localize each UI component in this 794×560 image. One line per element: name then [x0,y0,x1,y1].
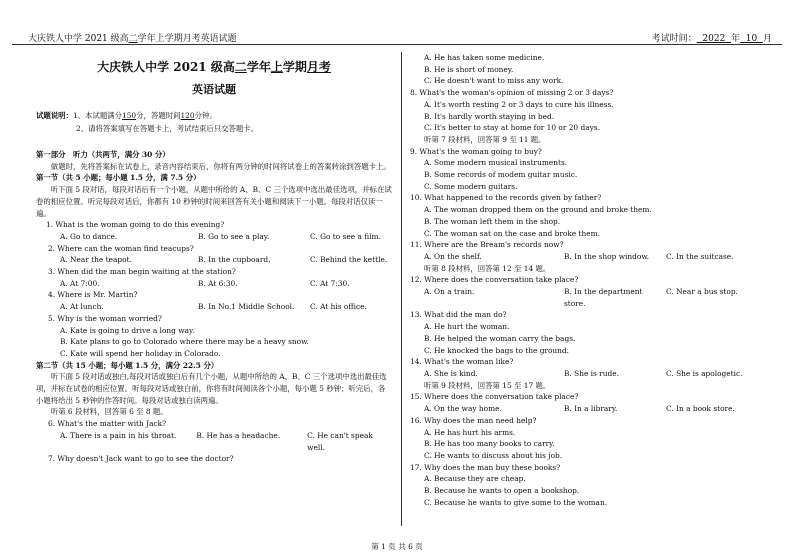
option-b: B. In a library. [564,404,618,414]
question-7-text: 7. Why doesn't Jack want to go to see the doctor? [48,454,234,464]
option-c: C. In a book store. [666,404,735,414]
note-item-1: 试题说明：1、本试题满分150分，答题时间120分钟。 [36,111,217,120]
option-b: B. At 6:30. [198,278,238,288]
right-column [410,52,772,508]
header-school-title: 大庆铁人中学 2021 级高二学年上学期月考英语试题 [28,34,237,44]
section2-heading: 第二节（共 15 小题；每小题 1.5 分，满分 22.5 分） [36,360,219,370]
question-text: 11. Where are the Bream's records now? [410,240,564,250]
option-c: C. Near a bus stop. [666,287,738,297]
left-column [36,54,392,465]
question-text: 15. Where does the conversation take place? [410,392,579,402]
question-11 [410,239,772,262]
question-10 [410,192,772,239]
option-b: B. In No.1 Middle School. [198,302,295,312]
option-b: B. Go to see a play. [198,231,270,241]
option-c: C. At 7:30. [310,278,350,288]
question-9 [410,146,772,193]
question-6 [36,418,392,453]
question-3 [36,266,392,289]
option-a: A. It's worth resting 2 or 3 days to cure his illness. [424,99,614,109]
option-b: B. In the cupboard. [198,255,271,265]
part1-intro: 做题时，先将答案标在试卷上，录音内容结束后，你将有两分钟的时间将试卷上的答案转涂到答题卡上。 [50,161,391,171]
option-b: B. In the department store. [564,287,643,308]
question-14 [410,356,772,379]
option-b: B. It's hardly worth staying in bed. [424,111,555,121]
q7-option-b: B. He is short of money. [424,64,514,74]
question-1 [36,219,392,242]
question-12 [410,274,772,309]
question-text: 9. What's the woman going to buy? [410,146,542,156]
option-a: A. Because they are cheap. [424,474,526,484]
question-16 [410,415,772,462]
option-b: B. He helped the woman carry the bags. [424,333,576,343]
option-b: B. Kate plans to go to Colorado where there may be a heavy snow. [60,337,309,347]
option-b: B. The woman left them in the shop. [424,216,561,226]
question-4 [36,289,392,312]
option-a: A. At lunch. [60,302,104,312]
note-item-2: 2、请将答案填写在答题卡上，考试结束后只交答题卡。 [76,124,259,133]
option-a: A. Kate is going to drive a long way. [60,325,195,335]
section1-heading: 第一节（共 5 小题；每小题 1.5 分，满 7.5 分） [36,173,201,183]
question-text: 5. Why is the woman worried? [48,313,162,323]
option-a: A. The woman dropped them on the ground and broke them. [424,205,652,215]
option-c: C. Because he wants to give some to the woman. [424,497,608,507]
option-c: C. Some modern guitars. [424,181,518,191]
option-c: C. He can't speak well. [307,430,373,452]
option-a: A. There is a pain in his throat. [60,430,177,440]
question-text: 17. Why does the man buy these books? [410,462,561,472]
exam-title: 大庆铁人中学 2021 级高二学年上学期月考 [97,60,331,74]
option-a: A. He hurt the woman. [424,322,510,332]
option-a: A. Near the teapot. [60,255,132,265]
material-6-instruction: 听第 6 段材料，回答第 6 至 8 题。 [50,407,168,417]
question-text: 2. Where can the woman find teacups? [48,243,194,253]
option-c: C. The woman sat on the case and broke them. [424,228,601,238]
exam-notes [36,109,392,135]
option-c: C. Go to see a film. [310,231,381,241]
question-text: 3. When did the man begin waiting at the station? [48,267,236,277]
exam-subtitle: 英语试题 [192,83,236,96]
page-number: 第 1 页 共 6 页 [371,542,423,551]
question-2 [36,243,392,266]
option-c: C. In the suitcase. [666,251,734,261]
header-exam-time: 考试时间： 2022 年 10 月 [651,34,772,44]
option-c: C. Kate will spend her holiday in Colorado. [60,348,221,358]
option-b: B. Because he wants to open a bookshop. [424,486,580,496]
q7-option-a: A. He has taken some medicine. [424,53,545,62]
option-c: C. At his office. [310,302,367,312]
option-c: C. She is apologetic. [666,368,743,378]
option-b: B. He has a headache. [196,430,281,440]
question-text: 1. What is the woman going to do this evening? [46,220,225,230]
option-a: A. At 7:00. [60,278,100,288]
material-8-instruction: 听第 8 段材料，回答第 12 至 14 题。 [424,263,551,273]
question-17 [410,462,772,509]
section2-intro: 听下面 5 段对话或独白,每段对话或独白后有几个小题，从题中所给的 A、B、C 三个选项中选出最佳选项，并标在试卷的相应位置。听每段对话或独白前，你将有时间阅读各个小题，每小题 5 秒钟；听完后，各小题将给出 5 秒钟的作答时间。每段对话或独白读两遍。 [36,372,387,405]
option-b: B. He has too many books to carry. [424,439,555,449]
option-b: B. In the shop window. [564,251,650,261]
option-a: A. Go to dance. [60,231,118,241]
question-8 [410,87,772,134]
option-a: A. Some modern musical instruments. [424,158,568,168]
q7-option-c: C. He doesn't want to miss any work. [424,76,564,86]
question-13 [410,309,772,356]
question-text: 16. Why does the man need help? [410,415,537,425]
question-text: 10. What happened to the records given by father? [410,193,602,203]
question-text: 8. What's the woman's opinion of missing 2 or 3 days? [410,88,614,98]
question-text: 6. What's the matter with Jack? [48,419,167,429]
question-text: 13. What did the man do? [410,310,507,320]
option-c: C. Behind the kettle. [310,255,388,265]
option-b: B. Some records of modem guitar music. [424,170,578,180]
option-a: A. He has hurt his arms. [424,427,516,437]
section1-intro: 听下面 5 段对话，每段对话后有一个小题，从题中所给的 A、B、C 三个选项中选出最佳选项，并标在试卷的相应位置。听完每段对话后，你都有 10 秒钟的时间来回答有关小题和阅读下一小题。每段对话仅读一遍。 [36,185,392,218]
option-b: B. She is rude. [564,368,619,378]
material-7-instruction: 听第 7 段材料，回答第 9 至 11 题。 [424,134,546,144]
option-a: A. She is kind. [424,368,478,378]
material-9-instruction: 听第 9 段材料，回答第 15 至 17 题。 [424,380,551,390]
option-c: C. He knocked the bags to the ground. [424,345,570,355]
question-15 [410,391,772,414]
question-5 [36,313,392,360]
option-c: C. It's better to stay at home for 10 or 20 days. [424,123,600,133]
question-text: 12. Where does the conversation take place? [410,275,579,285]
option-a: A. On the way home. [424,404,502,414]
part1-heading: 第一部分 听力（共两节，满分 30 分） [36,150,170,159]
option-a: A. On the shelf. [424,251,482,261]
column-divider [401,52,402,526]
option-a: A. On a train. [424,287,475,297]
page-header [12,28,782,45]
question-text: 14. What's the woman like? [410,357,514,367]
question-text: 4. Where is Mr. Martin? [48,290,138,300]
option-c: C. He wants to discuss about his job. [424,450,563,460]
